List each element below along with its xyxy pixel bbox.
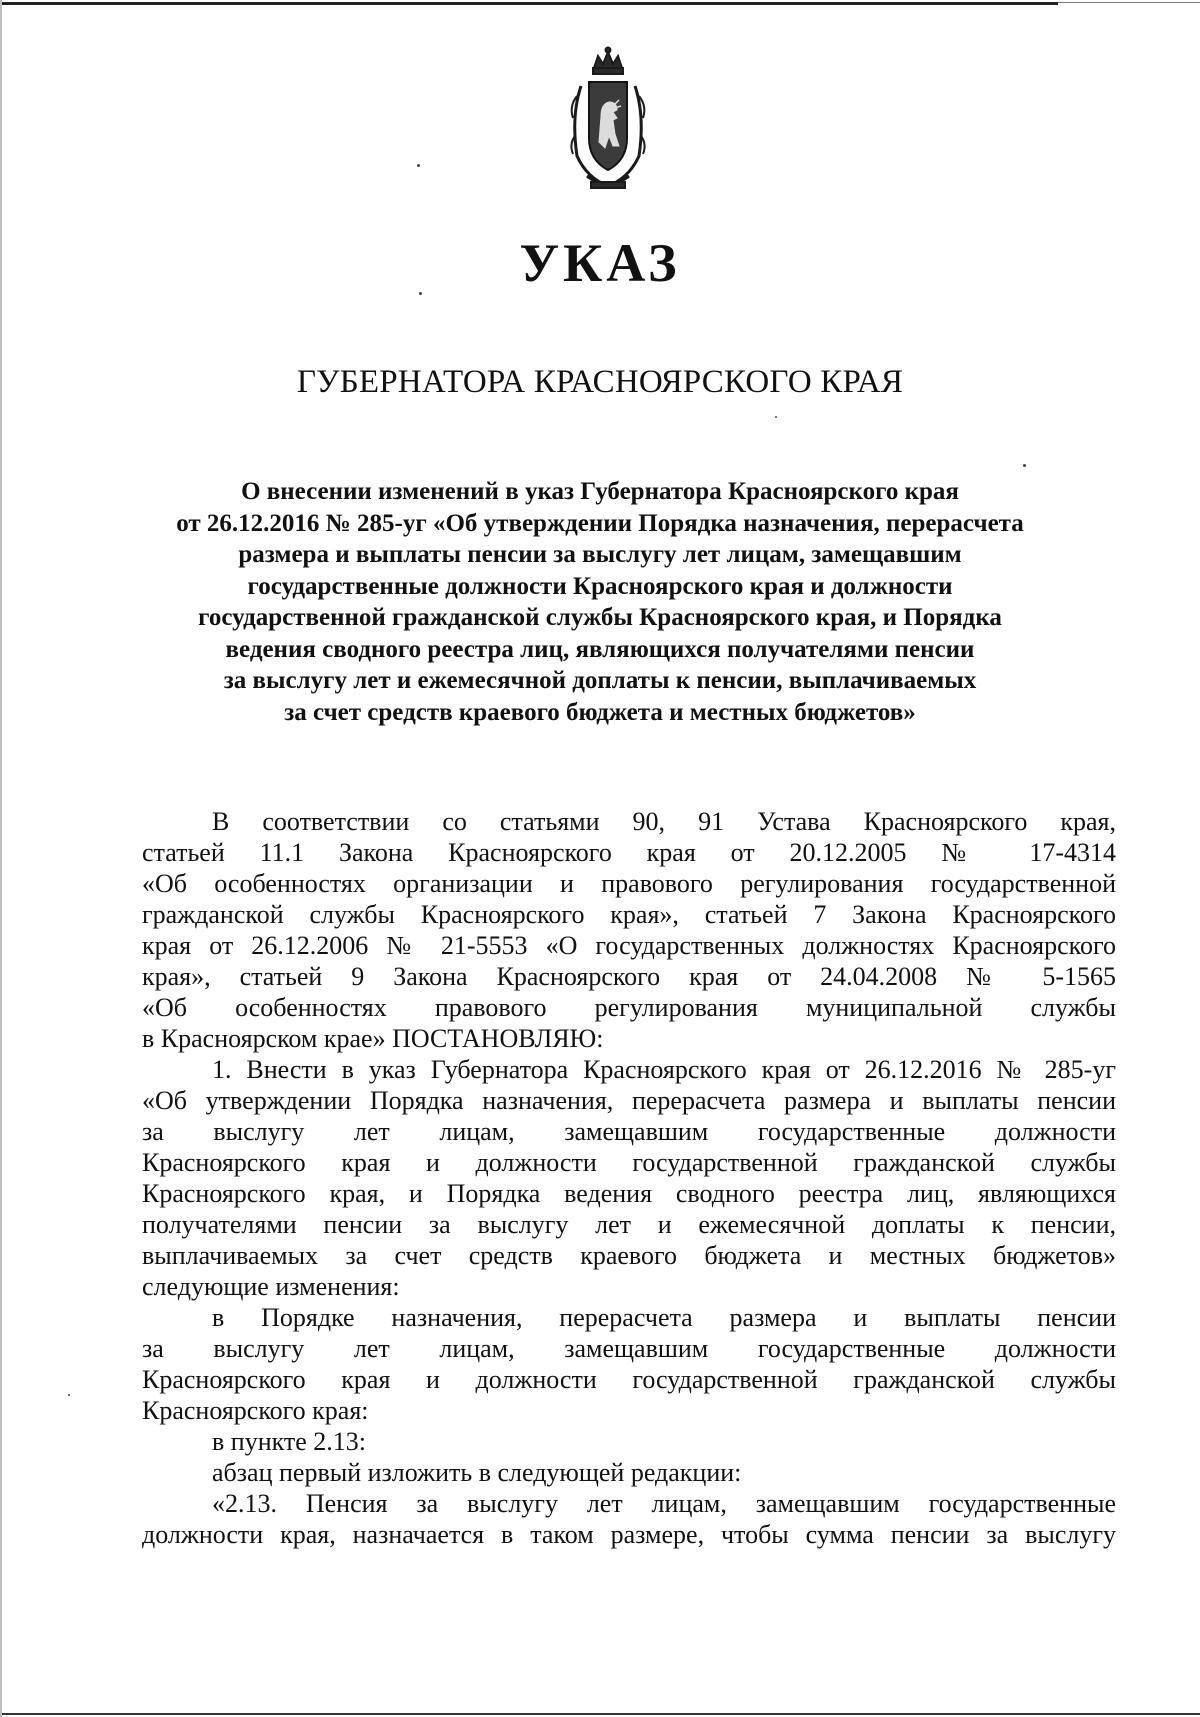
scan-border-top bbox=[0, 2, 1058, 5]
body-line: в Порядке назначения, перерасчета размера и выплаты пенсии bbox=[212, 1303, 1116, 1332]
coat-of-arms-icon bbox=[567, 46, 649, 194]
body-line: следующие изменения: bbox=[142, 1272, 400, 1301]
title-line: за выслугу лет и ежемесячной доплаты к пенсии, выплачиваемых bbox=[223, 667, 977, 694]
body-line: за выслугу лет лицам, замещавшим государственные должности bbox=[142, 1117, 1116, 1146]
scan-speck bbox=[419, 292, 422, 295]
body-line: Красноярского края и должности государственной гражданской службы bbox=[142, 1148, 1116, 1177]
title-line: размера и выплаты пенсии за выслугу лет лицам, замещавшим bbox=[238, 541, 962, 568]
body-line: «Об особенностях организации и правового регулирования государственной bbox=[142, 869, 1116, 898]
body-line: Красноярского края и должности государственной гражданской службы bbox=[142, 1365, 1116, 1394]
body-line: края от 26.12.2006 № 21-5553 «О государственных должностях Красноярского bbox=[142, 931, 1116, 960]
body-line: «Об утверждении Порядка назначения, перерасчета размера и выплаты пенсии bbox=[142, 1086, 1116, 1115]
body-line: Красноярского края, и Порядка ведения сводного реестра лиц, являющихся bbox=[142, 1179, 1116, 1208]
scan-speck bbox=[1023, 464, 1026, 467]
body-line: «Об особенностях правового регулирования муниципальной службы bbox=[142, 993, 1116, 1022]
body-line: абзац первый изложить в следующей редакции: bbox=[212, 1458, 742, 1487]
title-line: за счет средств краевого бюджета и местных бюджетов» bbox=[284, 698, 916, 726]
scan-speck bbox=[417, 164, 420, 167]
body-line: статьей 11.1 Закона Красноярского края от 20.12.2005 № 17-4314 bbox=[142, 838, 1116, 867]
title-line: ведения сводного реестра лиц, являющихся получателями пенсии bbox=[225, 635, 975, 663]
title-line: от 26.12.2016 № 285-уг «Об утверждении Порядка назначения, перерасчета bbox=[176, 509, 1024, 537]
body-line: должности края, назначается в таком размере, чтобы сумма пенсии за выслугу bbox=[142, 1520, 1116, 1549]
scan-border-top-faint bbox=[1058, 2, 1200, 3]
issuer-title: ГУБЕРНАТОРА КРАСНОЯРСКОГО КРАЯ bbox=[296, 364, 904, 400]
document-type: УКАЗ bbox=[519, 233, 681, 293]
body-line: края», статьей 9 Закона Красноярского края от 24.04.2008 № 5-1565 bbox=[142, 962, 1116, 991]
body-line: 1. Внести в указ Губернатора Красноярского края от 26.12.2016 № 285-уг bbox=[212, 1055, 1116, 1084]
document-title bbox=[130, 476, 1070, 728]
body-line: «2.13. Пенсия за выслугу лет лицам, замещавшим государственные bbox=[212, 1489, 1116, 1518]
body-line: в Красноярском крае» ПОСТАНОВЛЯЮ: bbox=[142, 1024, 604, 1053]
body-line: В соответствии со статьями 90, 91 Устава Красноярского края, bbox=[212, 807, 1116, 836]
body-line: в пункте 2.13: bbox=[212, 1427, 367, 1456]
document-body bbox=[142, 806, 1116, 1550]
title-line: О внесении изменений в указ Губернатора Красноярского края bbox=[241, 478, 959, 505]
title-line: государственной гражданской службы Красноярского края, и Порядка bbox=[198, 604, 1002, 631]
body-line: выплачиваемых за счет средств краевого бюджета и местных бюджетов» bbox=[142, 1241, 1116, 1270]
body-line: гражданской службы Красноярского края», статьей 7 Закона Красноярского bbox=[142, 900, 1116, 929]
title-line: государственные должности Красноярского края и должности bbox=[247, 572, 953, 600]
body-line: получателями пенсии за выслугу лет и ежемесячной доплаты к пенсии, bbox=[142, 1210, 1116, 1239]
body-line: Красноярского края: bbox=[142, 1396, 369, 1425]
scan-speck bbox=[775, 416, 777, 418]
scan-speck bbox=[68, 1394, 70, 1396]
body-line: за выслугу лет лицам, замещавшим государственные должности bbox=[142, 1334, 1116, 1363]
scan-border-bottom bbox=[0, 1713, 1200, 1715]
